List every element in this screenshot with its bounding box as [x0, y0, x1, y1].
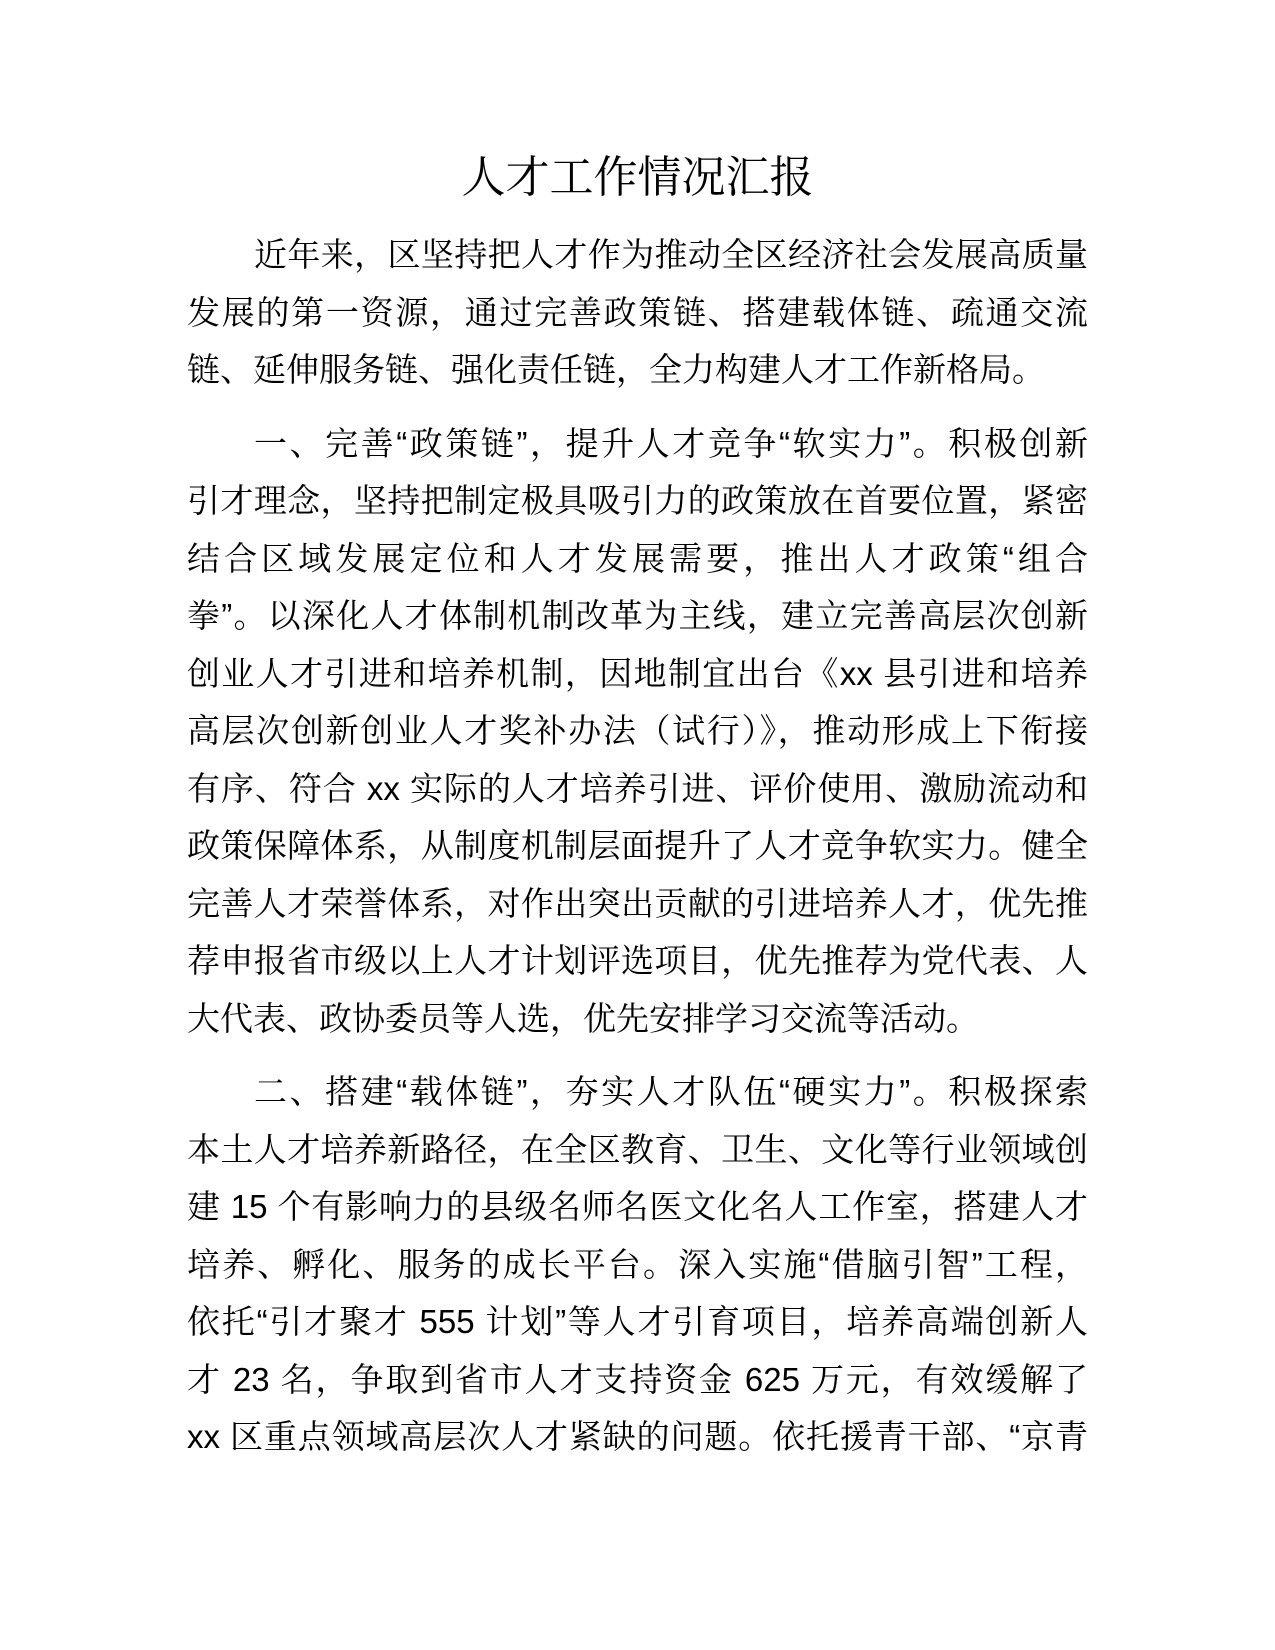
text-line: 创业人才引进和培养机制，因地制宜出台《xx 县引进和培养: [187, 654, 1088, 692]
text-line: 高层次创新创业人才奖补办法（试行）》，推动形成上下衔接: [187, 712, 1088, 749]
text-line: 建 15 个有影响力的县级名师名医文化名人工作室，搭建人才: [187, 1188, 1088, 1225]
text-line: 发展的第一资源，通过完善政策链、搭建载体链、疏通交流: [187, 293, 1088, 331]
document-content: [187, 146, 1088, 1466]
text-line: 依托“引才聚才 555 计划”等人才引育项目，培养高端创新人: [187, 1303, 1088, 1340]
text-line: 荐申报省市级以上人才计划评选项目，优先推荐为党代表、人: [187, 942, 1088, 979]
text-line: 拳”。以深化人才体制机制改革为主线，建立完善高层次创新: [187, 597, 1088, 634]
paragraph-section-1: [187, 415, 1088, 1048]
text-line: 本土人才培养新路径，在全区教育、卫生、文化等行业领域创: [187, 1130, 1088, 1168]
text-line: 近年来，区坚持把人才作为推动全区经济社会发展高质量: [254, 236, 1088, 273]
text-line: 二、搭建“载体链”，夯实人才队伍“硬实力”。积极探索: [254, 1073, 1088, 1110]
document-body: [187, 226, 1088, 1466]
text-line: 有序、符合 xx 实际的人才培养引进、评价使用、激励流动和: [187, 769, 1088, 807]
text-line: xx 区重点领域高层次人才紧缺的问题。依托援青干部、“京青: [187, 1418, 1088, 1455]
text-line: 政策保障体系，从制度机制层面提升了人才竞争软实力。健全: [187, 827, 1088, 864]
document-title: 人才工作情况汇报: [461, 153, 814, 202]
text-line: 大代表、政协委员等人选，优先安排学习交流等活动。: [187, 999, 979, 1037]
text-line: 培养、孵化、服务的成长平台。深入实施“借脑引智”工程，: [187, 1245, 1088, 1283]
paragraph-intro: [187, 226, 1088, 399]
paragraph-section-2: [187, 1063, 1088, 1466]
text-line: 才 23 名，争取到省市人才支持资金 625 万元，有效缓解了: [187, 1360, 1088, 1398]
text-line: 一、完善“政策链”，提升人才竞争“软实力”。积极创新: [254, 424, 1088, 462]
text-line: 引才理念，坚持把制定极具吸引力的政策放在首要位置，紧密: [187, 482, 1088, 519]
text-line: 结合区域发展定位和人才发展需要，推出人才政策“组合: [187, 539, 1088, 577]
text-line: 链、延伸服务链、强化责任链，全力构建人才工作新格局。: [187, 351, 1045, 388]
text-line: 完善人才荣誉体系，对作出突出贡献的引进培养人才，优先推: [187, 884, 1088, 922]
